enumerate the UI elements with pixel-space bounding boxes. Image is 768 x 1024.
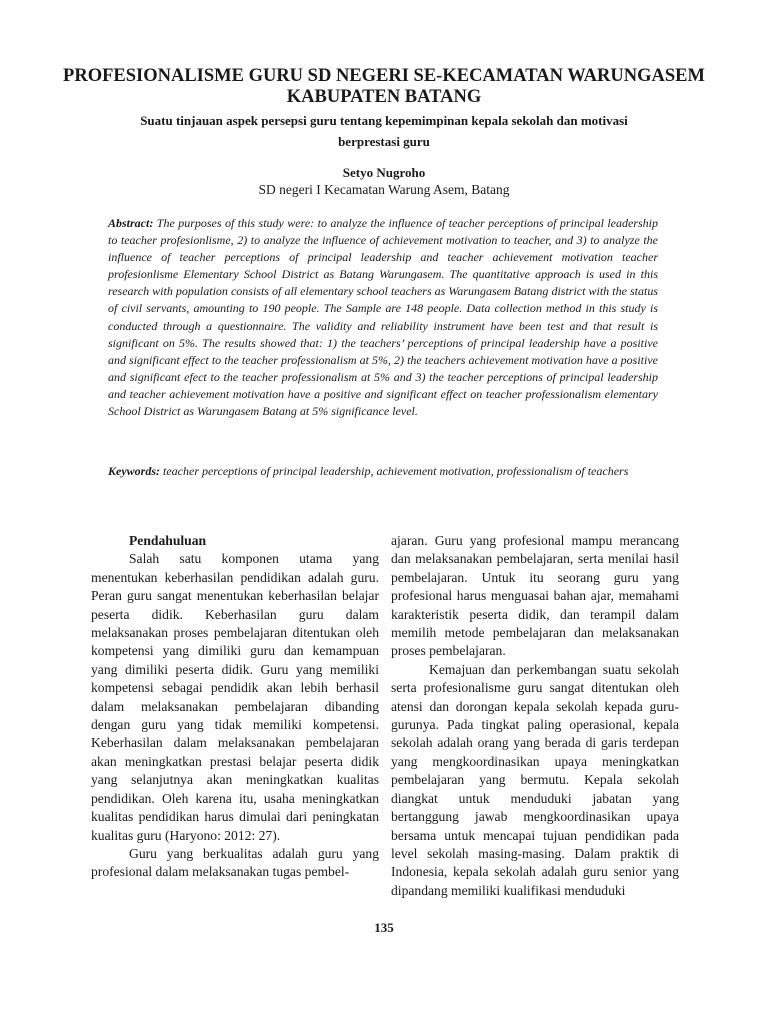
page-number: 135 (374, 920, 394, 935)
abstract-label: Abstract: (108, 216, 154, 230)
abstract (108, 215, 658, 420)
paragraph: Salah satu komponen utama yang menentukan keberhasilan pendidikan adalah guru. Peran guru sangat menentukan keberhasilan belajar peserta didik. Keberhasilan guru dalam melaksanakan proses pembelajaran ditentukan oleh kompetensi yang dimiliki guru dan kemampuan yang dimiliki peserta didik. Guru yang memiliki kompetensi sebagai pendidik akan lebih berhasil dalam melaksanakan pembelajaran dibanding dengan guru yang tidak memiliki kompetensi. Keberhasilan dalam melaksanakan pembelajaran akan meningkatkan prestasi belajar peserta didik yang selanjutnya akan meningkatkan kualitas pendidikan. Oleh karena itu, usaha meningkatkan kualitas pendidikan harus dimulai dari peningkatan kualitas guru (Haryono: 2012: 27). (91, 551, 379, 843)
keywords-text: teacher perceptions of principal leadership, achievement motivation, professionalism of teachers (163, 464, 629, 478)
body-column-left (91, 532, 379, 882)
article-subtitle: Suatu tinjauan aspek persepsi guru tentang kepemimpinan kepala sekolah dan motivasi berprestasi guru (140, 113, 628, 149)
paragraph: Kemajuan dan perkembangan suatu sekolah serta profesionalisme guru sangat ditentukan oleh atensi dan dorongan kepala sekolah kepada guru-gurunya. Pada tingkat paling operasional, kepala sekolah adalah orang yang berada di garis terdepan yang mengkoordinasikan upaya meningkatkan pembelajaran yang bermutu. Kepala sekolah diangkat untuk menduduki jabatan yang bertanggung jawab mengkoordinasikan upaya bersama untuk mencapai tujuan pendidikan pada level sekolah masing-masing. Dalam praktik di Indonesia, kepala sekolah adalah guru senior yang dipandang memiliki kualifikasi menduduki (391, 661, 679, 898)
keywords (108, 463, 658, 480)
abstract-text: The purposes of this study were: to analyze the influence of teacher perceptions of principal leadership to teacher profesionlisme, 2) to analyze the influence of achievement motivation to teacher, and 3) to analyze the influence of teacher perceptions of principal leadership and teacher achievement motivation teacher profesionlisme Elementary School District as Batang Warungasem. The quantitative approach is used in this research with population consists of all elementary school teachers as Warungasem Batang district with the status of civil servants, amounting to 190 people. The Sample are 148 people. Data collection method in this study is conducted through a questionnaire. The validity and reliability instrument have been test and that result is significant on 5%. The results showed that: 1) the teachers’ perceptions of principal leadership have a positive and significant effect to the teacher professionalism at 5%, 2) the teachers achievement motivation have a positive and significant efect to the teacher professionalism at 5% and 3) the teacher perceptions of principal leadership and teacher achievement motivation have a positive and significant effect on teacher professionalism elementary School District as Warungasem Batang at 5% significance level. (108, 216, 658, 419)
keywords-label: Keywords: (108, 464, 160, 478)
article-title: PROFESIONALISME GURU SD NEGERI SE-KECAMATAN WARUNGASEM KABUPATEN BATANG (63, 66, 705, 107)
section-heading: Pendahuluan (129, 533, 207, 548)
author-affiliation: SD negeri I Kecamatan Warung Asem, Batang (258, 182, 510, 197)
author-name: Setyo Nugroho (342, 165, 426, 180)
paragraph: ajaran. Guru yang profesional mampu merancang dan melaksanakan pembelajaran, serta menilai hasil pembelajaran. Untuk itu seorang guru yang profesional harus menguasai bahan ajar, memahami karakteristik peserta didik, dan terampil dalam memilih metode pembelajaran dan melaksanakan proses pembelajaran. (391, 533, 679, 659)
paragraph: Guru yang berkualitas adalah guru yang profesional dalam melaksanakan tugas pembel- (91, 845, 379, 880)
body-column-right (391, 532, 679, 900)
